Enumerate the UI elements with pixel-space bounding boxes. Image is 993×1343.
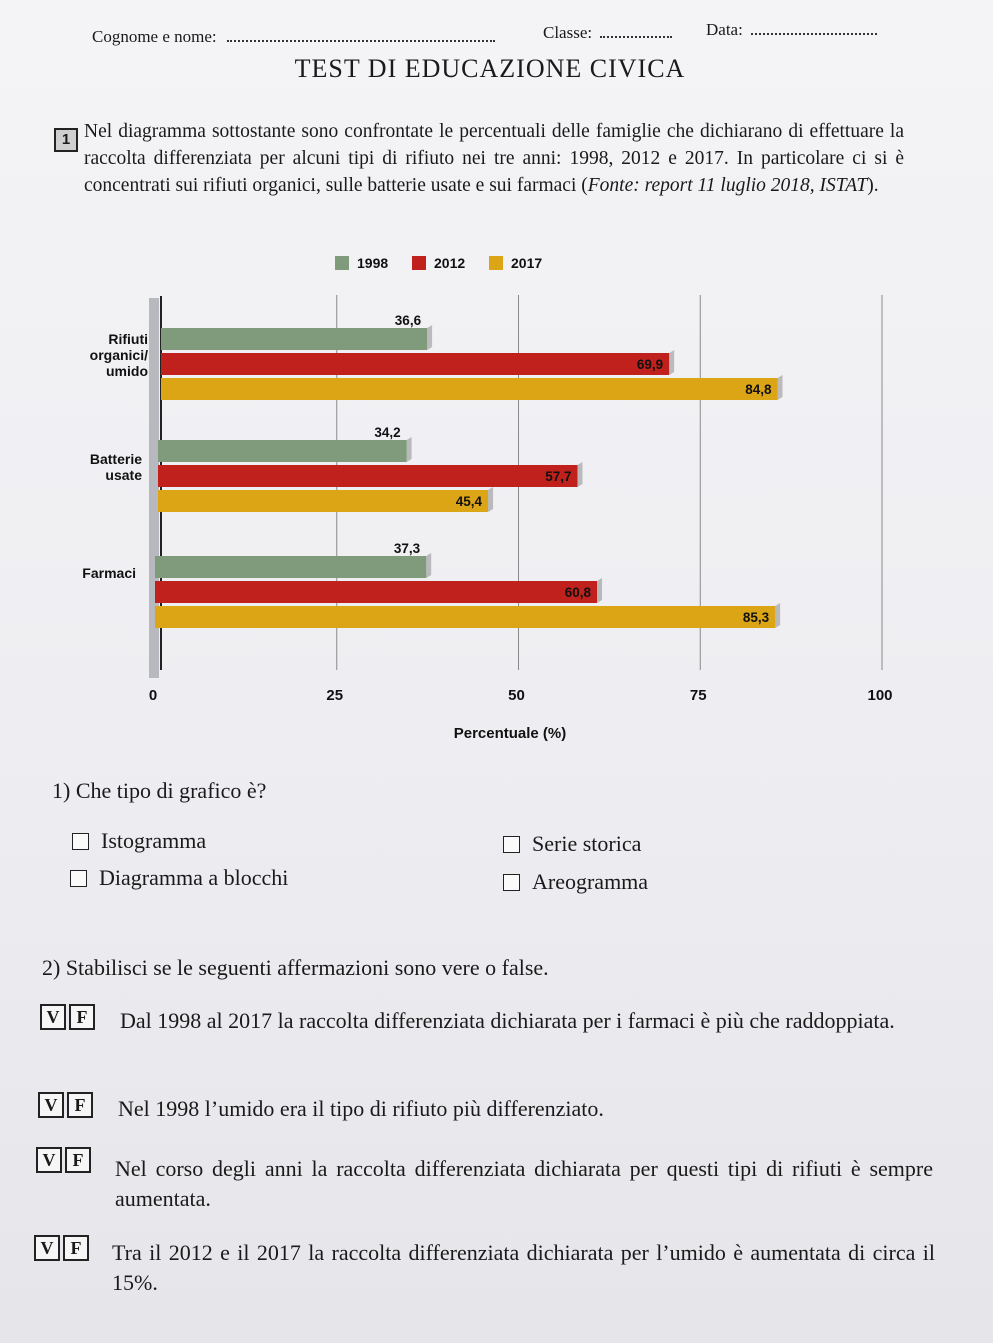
bar-2017-0 [161, 378, 777, 400]
true-box[interactable]: V [40, 1004, 66, 1030]
x-axis-label: Percentuale (%) [453, 725, 567, 742]
data-label-2017-1: 45,4 [455, 494, 483, 509]
statement-4: Tra il 2012 e il 2017 la raccolta differenziata dichiarata per l’umido è aumentata di circa il 15%. [112, 1240, 935, 1295]
date-label: Data: [706, 20, 743, 39]
true-box[interactable]: V [34, 1235, 60, 1261]
checkbox[interactable] [503, 836, 520, 853]
category-label-0-2: umido [106, 363, 148, 379]
exercise-number: 1 [54, 128, 78, 152]
question-2: 2) Stabilisci se le seguenti affermazioni sono vere o false. [42, 955, 549, 980]
tick-label-0: 0 [148, 687, 158, 704]
checkbox[interactable] [503, 874, 520, 891]
option-areogramma[interactable] [503, 869, 648, 895]
category-label-1-0: Batterie [89, 451, 142, 467]
intro-source: Fonte: report 11 luglio 2018, ISTAT [587, 175, 868, 196]
option-label: Diagramma a blocchi [99, 865, 289, 890]
bar-2017-2 [155, 606, 775, 628]
tick-label-75: 75 [689, 687, 707, 704]
tick-label-50: 50 [508, 687, 525, 704]
statement-3: Nel corso degli anni la raccolta differenziata dichiarata per questi tipi di rifiuti è sempre aumentata. [115, 1156, 933, 1211]
legend-label-2017: 2017 [511, 255, 543, 271]
false-box[interactable]: F [63, 1235, 89, 1261]
vf-box-3[interactable] [36, 1147, 94, 1173]
statement-2: Nel 1998 l’umido era il tipo di rifiuto più differenziato. [118, 1096, 604, 1121]
legend-swatch-1998 [335, 256, 349, 270]
bar-2012-1 [158, 465, 577, 487]
bar-2012-2 [155, 581, 597, 603]
false-box[interactable]: F [65, 1147, 91, 1173]
bar-edge-2017-2 [775, 603, 780, 628]
tick-label-25: 25 [326, 687, 344, 704]
option-diagramma-blocchi[interactable] [70, 865, 288, 891]
data-label-1998-0: 36,6 [394, 313, 422, 328]
bar-2017-1 [158, 490, 488, 512]
data-label-1998-2: 37,3 [393, 541, 421, 556]
checkbox[interactable] [70, 870, 87, 887]
vf-box-1[interactable] [40, 1004, 98, 1030]
option-serie-storica[interactable] [503, 831, 641, 857]
false-box[interactable]: F [69, 1004, 95, 1030]
legend-swatch-2012 [412, 256, 426, 270]
bar-edge-2012-2 [597, 578, 602, 603]
false-box[interactable]: F [67, 1092, 93, 1118]
checkbox[interactable] [72, 833, 89, 850]
bar-edge-2012-1 [577, 462, 582, 487]
class-field[interactable] [543, 22, 672, 43]
bar-1998-0 [161, 328, 427, 350]
class-line[interactable] [600, 22, 672, 38]
page-title: TEST DI EDUCAZIONE CIVICA [294, 54, 686, 83]
exercise-intro [84, 118, 904, 199]
bar-edge-2017-0 [777, 375, 782, 400]
question-1: 1) Che tipo di grafico è? [52, 778, 267, 803]
category-label-1-1: usate [105, 467, 142, 483]
name-field[interactable] [92, 26, 495, 47]
legend-label-2012: 2012 [434, 255, 466, 271]
true-box[interactable]: V [36, 1147, 62, 1173]
intro-text: Nel diagramma sottostante sono confrontate le percentuali delle famiglie che dichiarano di effettuare la raccolta differenziata per alcuni tipi di rifiuto nei tre anni: 1998, 2012 e 2017. In particolare ci si è concentrati sui rifiuti organici, sulle batterie usate e sui farmaci ( [84, 121, 904, 196]
class-label: Classe: [543, 23, 593, 42]
option-label: Serie storica [532, 831, 642, 856]
option-istogramma[interactable] [72, 828, 206, 854]
data-label-1998-1: 34,2 [374, 425, 401, 440]
date-field[interactable] [706, 19, 877, 40]
legend-swatch-2017 [489, 256, 503, 270]
true-box[interactable]: V [38, 1092, 64, 1118]
bar-edge-2017-1 [488, 487, 493, 512]
bar-chart [0, 240, 993, 750]
name-line[interactable] [227, 26, 495, 42]
option-label: Areogramma [532, 869, 649, 894]
data-label-2017-0: 84,8 [745, 382, 772, 397]
category-label-2-0: Farmaci [82, 565, 136, 581]
option-label: Istogramma [101, 828, 207, 853]
bar-1998-1 [158, 440, 407, 462]
data-label-2012-1: 57,7 [545, 469, 572, 484]
bar-edge-2012-0 [669, 350, 674, 375]
bar-edge-1998-2 [426, 553, 431, 578]
intro-end: ). [867, 175, 879, 196]
date-line[interactable] [751, 19, 877, 35]
vf-box-4[interactable] [34, 1235, 92, 1261]
category-label-0-0: Rifiuti [108, 331, 148, 347]
category-label-0-1: organici/ [89, 347, 148, 363]
bar-2012-0 [161, 353, 669, 375]
data-label-2012-2: 60,8 [564, 585, 592, 600]
tick-label-100: 100 [867, 687, 893, 704]
name-label: Cognome e nome: [92, 27, 217, 46]
data-label-2017-2: 85,3 [742, 610, 770, 625]
bar-1998-2 [155, 556, 426, 578]
vf-box-2[interactable] [38, 1092, 96, 1118]
statement-1: Dal 1998 al 2017 la raccolta differenziata dichiarata per i farmaci è più che raddoppiata. [120, 1008, 895, 1033]
bar-edge-1998-0 [427, 325, 432, 350]
data-label-2012-0: 69,9 [636, 357, 664, 372]
bar-edge-1998-1 [407, 437, 412, 462]
legend-label-1998: 1998 [357, 255, 389, 271]
